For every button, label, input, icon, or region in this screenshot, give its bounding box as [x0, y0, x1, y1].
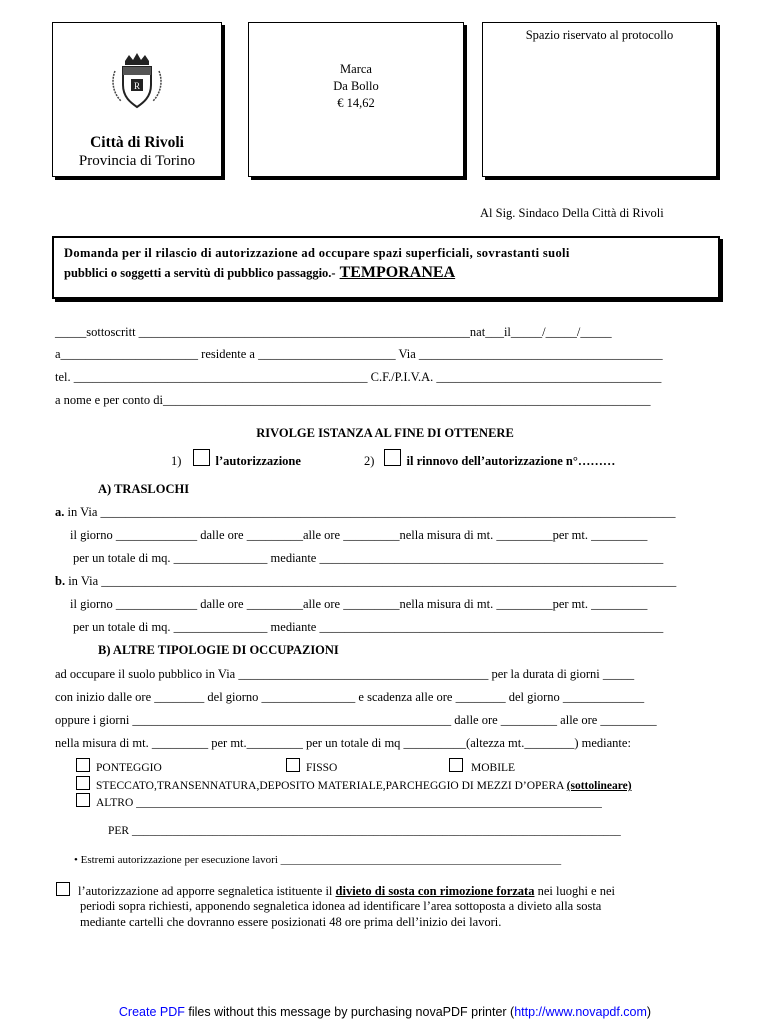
mobile-option[interactable] [449, 758, 515, 774]
title-line-2-text: pubblici o soggetti a servitù di pubblico passaggio.- [64, 266, 336, 280]
altre-inizio-line[interactable]: con inizio dalle ore ________ del giorno _______________ e scadenza alle ore ________ del giorno _____________ [55, 690, 645, 704]
title-box [52, 236, 720, 299]
option-1-checkbox[interactable] [193, 449, 210, 466]
altre-via-line[interactable]: ad occupare il suolo pubblico in Via ________________________________________ per la durata di giorni _____ [55, 667, 635, 681]
title-line-2 [64, 264, 455, 282]
applicant-name-line[interactable]: _____sottoscritt _____________________________________________________nat___il_____/_____/_____ [55, 325, 612, 339]
mobile-label: MOBILE [471, 762, 516, 774]
fisso-label: FISSO [306, 762, 338, 774]
altre-heading: B) ALTRE TIPOLOGIE DI OCCUPAZIONI [98, 643, 339, 657]
steccato-checkbox[interactable] [76, 776, 90, 790]
request-option-2[interactable] [364, 449, 615, 469]
create-pdf-link[interactable]: Create PDF [118, 1005, 185, 1019]
fisso-option[interactable] [286, 758, 337, 774]
ponteggio-option[interactable] [76, 758, 162, 774]
request-option-1[interactable] [171, 449, 301, 469]
province-name: Provincia di Torino [78, 153, 196, 169]
footer-message [0, 1005, 770, 1019]
segnaletica-line-2: periodi sopra richiesti, apponendo segnaletica idonea ad identificare l’area sottoposta a divieto alla sosta [80, 899, 602, 913]
segnaletica-divieto: divieto di sosta con rimozione forzata [335, 884, 535, 898]
option-1-label: l’autorizzazione [215, 454, 301, 468]
altro-checkbox[interactable] [76, 793, 90, 807]
applicant-phone-line[interactable]: tel. _______________________________________________ C.F./P.I.V.A. ____________________________________ [55, 370, 662, 384]
title-line-1: Domanda per il rilascio di autorizzazione ad occupare spazi superficiali, sovrastanti suoli [64, 246, 570, 260]
traslochi-b-label: b. [55, 574, 66, 588]
applicant-residence-line[interactable]: a______________________ residente a ______________________ Via _______________________________________ [55, 347, 663, 361]
traslochi-a-giorno-line[interactable]: il giorno _____________ dalle ore _________alle ore _________nella misura di mt. _________per mt. _________ [70, 528, 648, 542]
altre-giorni-line[interactable]: oppure i giorni ___________________________________________________ dalle ore _________ alle ore _________ [55, 713, 657, 727]
option-2-number: 2) [364, 454, 375, 468]
stamp-line-2: Da Bollo [333, 79, 379, 93]
request-heading: RIVOLGE ISTANZA AL FINE DI OTTENERE [256, 426, 514, 440]
protocol-box [482, 22, 717, 177]
traslochi-a-via-line[interactable] [55, 505, 676, 520]
altro-label: ALTRO _________________________________________________________________________________ [96, 797, 602, 809]
segnaletica-text-b: nei luoghi e nei [537, 884, 616, 898]
option-2-label: il rinnovo dell’autorizzazione n°……… [406, 454, 616, 468]
footer-close: ) [646, 1005, 652, 1019]
estremi-line[interactable]: • Estremi autorizzazione per esecuzione lavori ___________________________________________________ [74, 854, 562, 866]
option-1-number: 1) [171, 454, 182, 468]
addressee: Al Sig. Sindaco Della Città di Rivoli [480, 206, 664, 220]
sottolineare-note: (sottolineare) [566, 780, 632, 792]
title-type: TEMPORANEA [339, 264, 456, 281]
stamp-amount: € 14,62 [337, 96, 375, 110]
ponteggio-checkbox[interactable] [76, 758, 90, 772]
fisso-checkbox[interactable] [286, 758, 300, 772]
traslochi-a-via: in Via ____________________________________________________________________________________________ [67, 505, 676, 519]
city-coat-of-arms-icon [109, 51, 165, 113]
segnaletica-text-a: l’autorizzazione ad apporre segnaletica istituente il [78, 884, 333, 898]
city-name: Città di Rivoli [90, 134, 184, 151]
mobile-checkbox[interactable] [449, 758, 463, 772]
segnaletica-checkbox[interactable] [56, 882, 70, 896]
protocol-label: Spazio riservato al protocollo [525, 28, 674, 42]
traslochi-a-label: a. [55, 505, 65, 519]
stamp-line-1: Marca [340, 62, 372, 76]
svg-text:R: R [133, 81, 141, 91]
altro-option[interactable] [76, 793, 602, 809]
segnaletica-line-3: mediante cartelli che dovranno essere posizionati 48 ore prima dell’inizio dei lavori. [80, 915, 502, 929]
per-line[interactable]: PER _____________________________________________________________________________________ [108, 825, 621, 837]
option-2-checkbox[interactable] [384, 449, 401, 466]
traslochi-heading: A) TRASLOCHI [98, 482, 190, 496]
traslochi-b-via-line[interactable] [55, 574, 676, 589]
segnaletica-line-1[interactable] [56, 882, 615, 899]
traslochi-b-giorno-line[interactable]: il giorno _____________ dalle ore _________alle ore _________nella misura di mt. _________per mt. _________ [70, 597, 648, 611]
altre-misura-line[interactable]: nella misura di mt. _________ per mt._________ per un totale di mq __________(altezza mt.________) mediante: [55, 736, 631, 750]
stamp-box [248, 22, 464, 177]
applicant-on-behalf-line[interactable]: a nome e per conto di______________________________________________________________________________ [55, 393, 651, 407]
footer-text: files without this message by purchasing novaPDF printer ( [184, 1005, 515, 1019]
city-box [52, 22, 222, 177]
ponteggio-label: PONTEGGIO [96, 762, 162, 774]
novapdf-url-link[interactable]: http://www.novapdf.com [514, 1005, 647, 1019]
traslochi-b-via: in Via ____________________________________________________________________________________________ [68, 574, 677, 588]
steccato-label: STECCATO,TRANSENNATURA,DEPOSITO MATERIALE,PARCHEGGIO DI MEZZI D’OPERA [96, 780, 564, 792]
steccato-option[interactable] [76, 776, 632, 792]
traslochi-b-totale-line[interactable]: per un totale di mq. _______________ mediante _______________________________________________________ [73, 620, 664, 634]
traslochi-a-totale-line[interactable]: per un totale di mq. _______________ mediante _______________________________________________________ [73, 551, 664, 565]
